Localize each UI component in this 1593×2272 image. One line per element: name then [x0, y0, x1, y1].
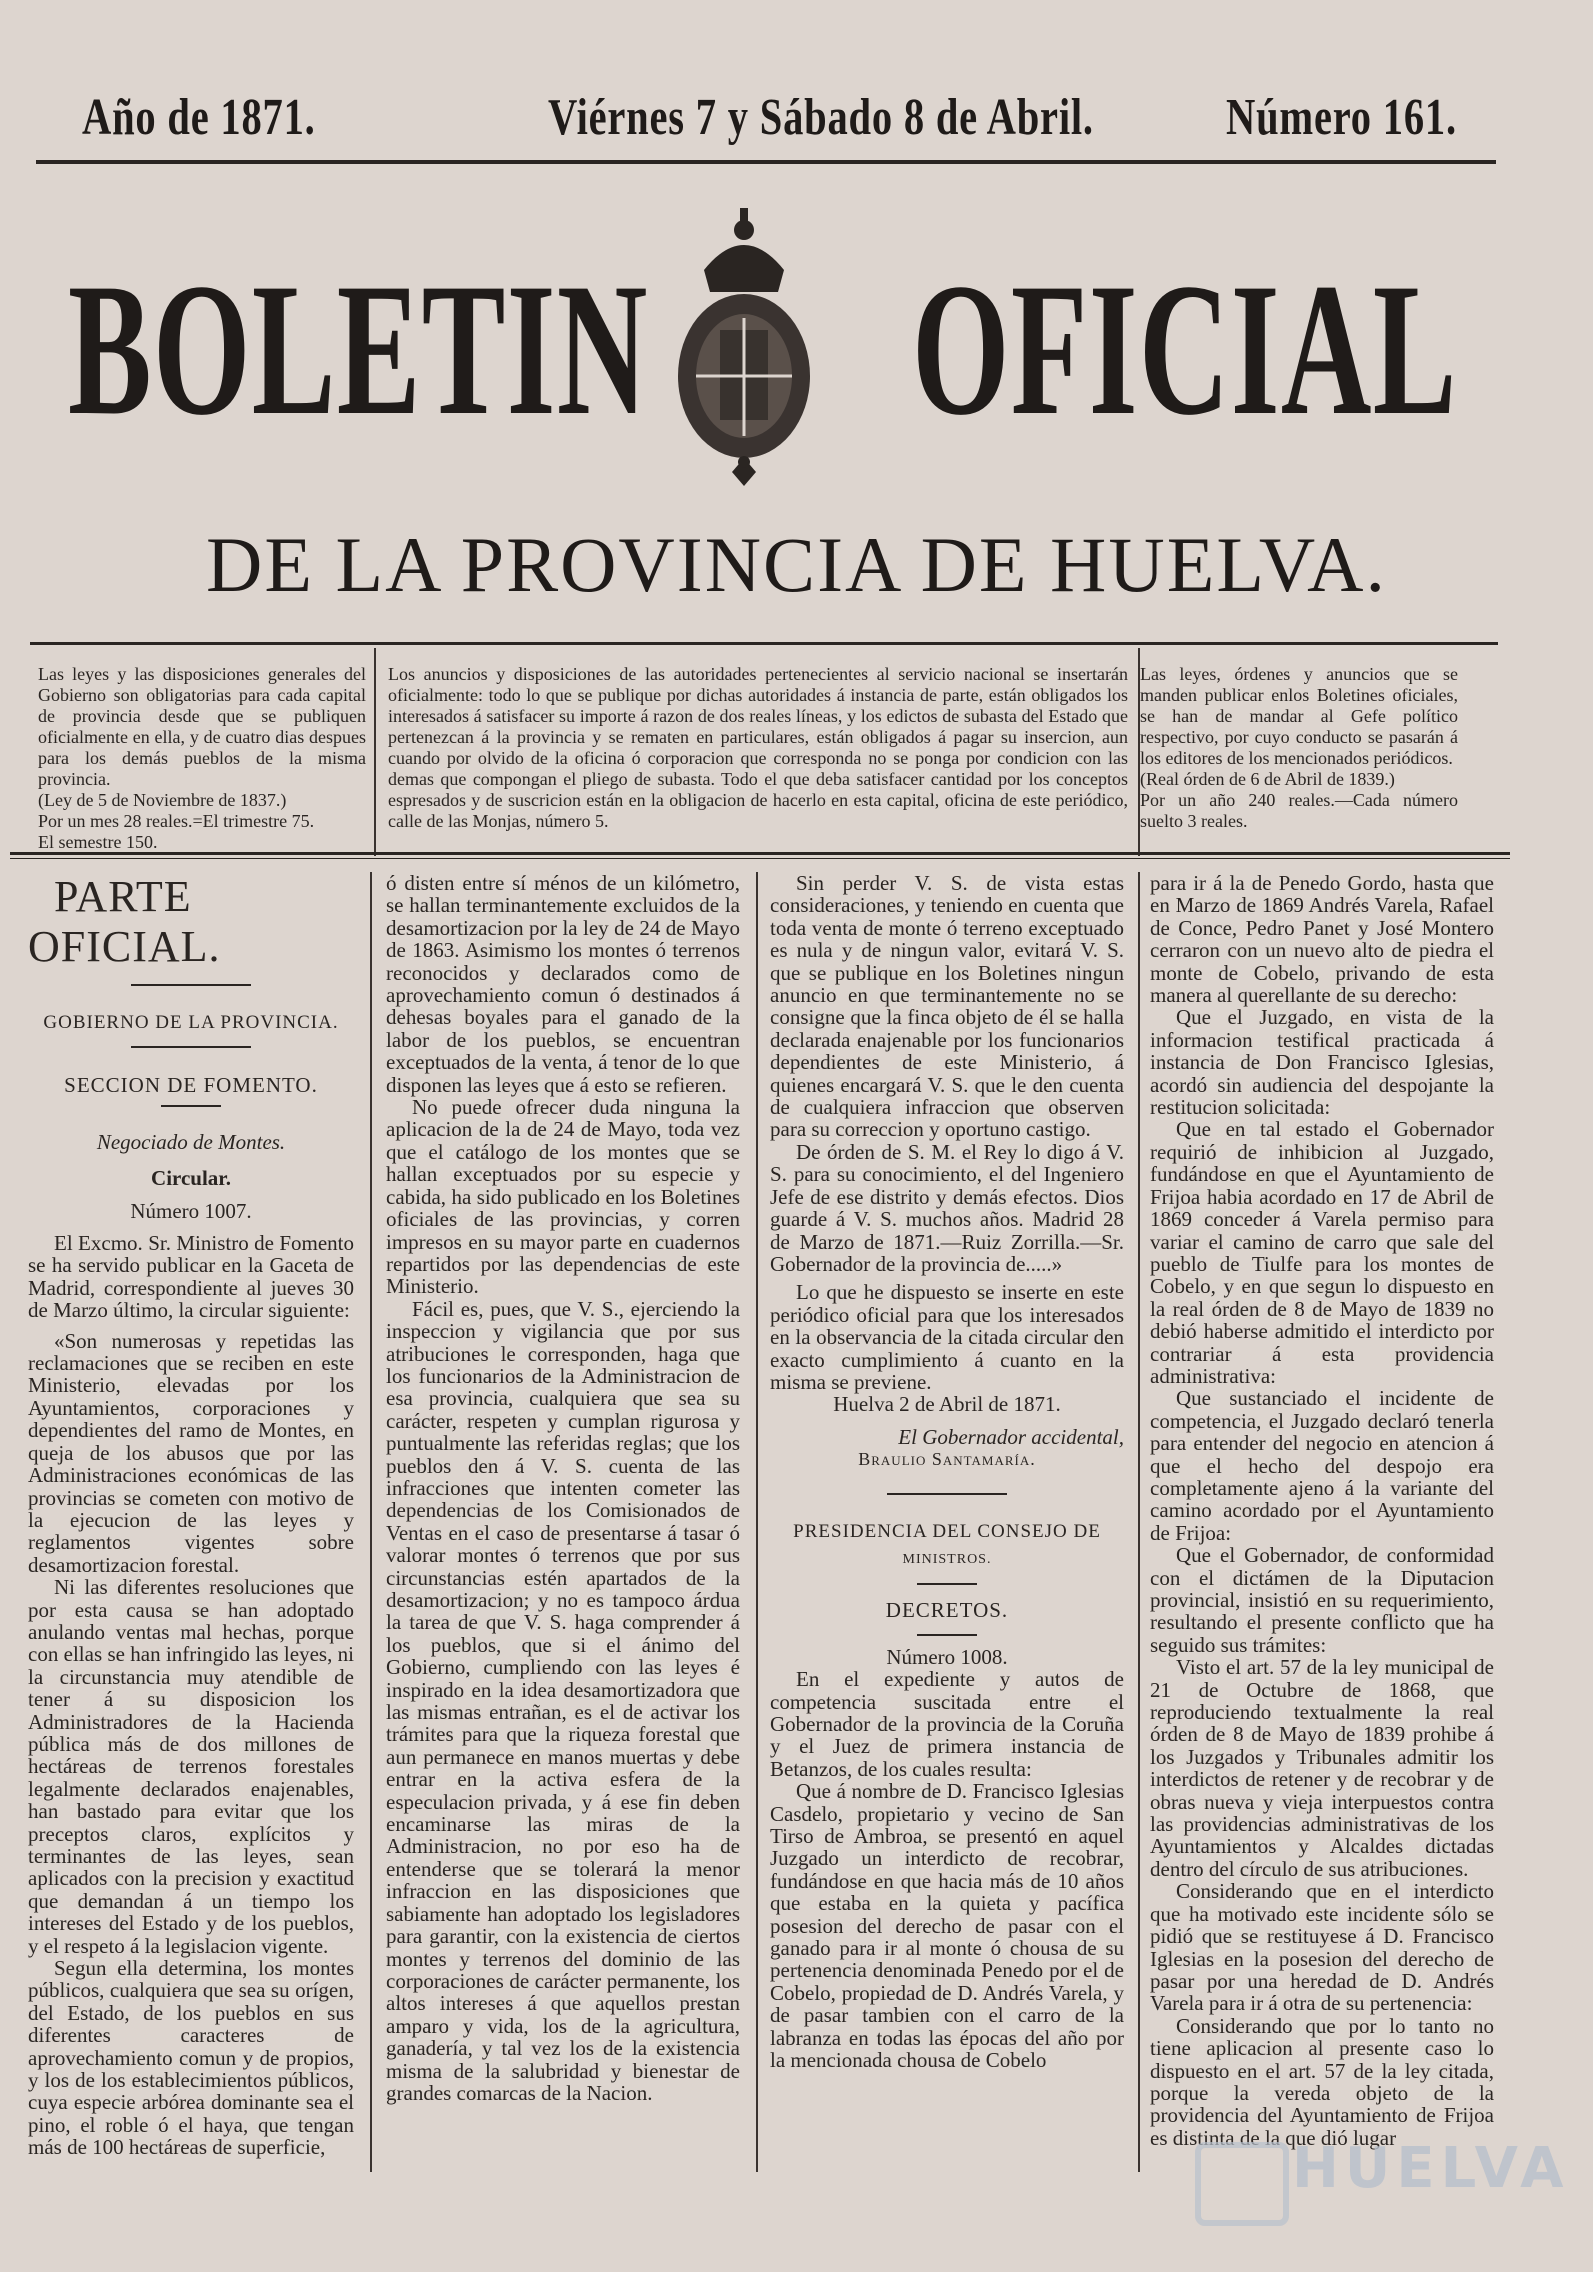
paragraph: ó disten entre sí ménos de un kilómetro, se hallan terminantemente excluidos de la desamortizacion por la ley de 24 de Mayo de 1863. Asimismo los montes ó terrenos reconocidos y declarados como de aprovechamiento comun ó destinados á dehesas boyales para el ganado de la labor de los pueblos, se encuentran exceptuados de la venta, á tenor de lo que disponen las leyes que á esto se refieren.	[386, 871, 740, 1097]
masthead-oficial: OFICIAL	[912, 245, 1458, 455]
circular-number: Número 1007.	[130, 1198, 252, 1223]
heading-ministros: MINISTROS.	[902, 1551, 992, 1567]
paragraph: para ir á la de Penedo Gordo, hasta que en Marzo de 1869 Andrés Varela, Rafael de Conce, Pedro Panet y José Montero cerraron con un nuevo alto de piedra el monte de Cobelo, privando de esta manera al querellante de su derecho:	[1150, 871, 1494, 1008]
masthead-boletin: BOLETIN	[68, 245, 649, 455]
signature-title: El Gobernador accidental,	[898, 1424, 1124, 1449]
paragraph: El Excmo. Sr. Ministro de Fomento se ha servido publicar en la Gaceta de Madrid, correspondiente al jueves 30 de Marzo último, la circular siguiente:	[28, 1231, 354, 1323]
header-rule	[36, 160, 1496, 164]
paragraph: «Son numerosas y repetidas las reclamaciones que se reciben en este Ministerio, elevadas por los Ayuntamientos, corporaciones y dependientes del ramo de Montes, en queja de los abusos que por las Administraciones económicas de las provincias se cometen con motivo de la ejecucion de las leyes y reglamentos vigentes sobre desamortizacion forestal.	[28, 1328, 354, 1577]
paragraph: Lo que he dispuesto se inserte en este periódico oficial para que los interesados en la observancia de la citada circular den exacto cumplimiento á cuanto en la misma se previene.	[770, 1280, 1124, 1394]
paragraph: Visto el art. 57 de la ley municipal de 21 de Octubre de 1868, que reproduciendo textualmente la real órden de 8 de Mayo de 1839 prohibe á los Juzgados y Tribunales admitir los interdictos de retener y de recobrar y de obras nueva y vieja interpuestos contra las providencias administrativas de los Ayuntamientos y Alcaldes dictadas dentro del círculo de sus atribuciones.	[1150, 1655, 1494, 1881]
masthead-subtitle: DE LA PROVINCIA DE HUELVA.	[206, 521, 1387, 608]
paragraph: Fácil es, pues, que V. S., ejerciendo la inspeccion y vigilancia que por sus atribuciones le corresponden, haga que los funcionarios de la Administracion de esa provincia, cualquiera que sea su carácter, respeten y cumplan rigurosa y puntualmente las referidas reglas; que los pueblos den á V. S. cuenta de las infracciones que intenten cometer las dependencias de los Comisionados de Ventas en el caso de presentarse á tasar ó valorar montes ó terrenos que por sus circunstancias estén apartados de la desamortizacion; y no es tampoco árdua la tarea de que V. S. haga comprender á los pueblos, que si el ánimo del Gobierno, cumpliendo con las leyes é inspirado en la idea desamortizadora que las mismas entrañan, es el de activar los trámites para que la riqueza forestal que aun permanece en manos muertas y debe entrar en la activa esfera de la especulacion privada, y á ese fin deben encaminarse las miras de la Administracion, no por eso ha de entenderse que se tolerará la menor infraccion en las disposiciones que sabiamente han adoptado los legisladores para garantir, con la existencia de ciertos montes y terrenos del dominio de las corporaciones de carácter permanente, los altos intereses á que aquellos prestan amparo y vida, los de la agricultura, ganadería, y tal vez los de la existencia misma de la salubridad y bienestar de grandes comarcas de la Nacion.	[386, 1296, 740, 2105]
paragraph: No puede ofrecer duda ninguna la aplicacion de la de 24 de Mayo, toda vez que el catálogo de los montes que se hallan exceptuados por su especie y cabida, ha sido publicado en los Boletines oficiales de las provincias, y corren impresos en su mayor parte en cuadernos repartidos por las dependencias de este Ministerio.	[386, 1095, 740, 1299]
paragraph: Que en tal estado el Gobernador requirió de inhibicion al Juzgado, fundándose en que el Ayuntamiento de Frijoa habia acordado en 17 de Abril de 1869 conceder á Varela permiso para variar el camino de carro que sale del pueblo de Tiulfe para los montes de Cobelo, y en que segun lo dispuesto en la real órden de 8 de Mayo de 1839 no debió haberse admitido el interdicto por contrariar á esta providencia administrativa:	[1150, 1117, 1494, 1388]
archive-watermark: HUELVA	[1292, 2136, 1570, 2201]
paragraph: Considerando que en el interdicto que ha motivado este incidente sólo se pidió que se restituyese á D. Francisco Iglesias en la posesion del derecho de pasar por una heredad de D. Andrés Varela para ir á otra de su pertenencia:	[1150, 1879, 1494, 2016]
paragraph: De órden de S. M. el Rey lo digo á V. S. para su conocimiento, el del Ingeniero Jefe de ese distrito y demás efectos. Dios guarde á V. S. muchos años. Madrid 28 de Marzo de 1871.—Ruiz Zorrilla.—Sr. Gobernador de la provincia de.....»	[770, 1139, 1124, 1276]
paragraph: Sin perder V. S. de vista estas consideraciones, y teniendo en cuenta que toda venta de monte ó terreno exceptuado es nula y de ningun valor, evitará V. S. que se publique en los Boletines ningun anuncio en que terminantemente no se consigne que la finca objeto de él se halla declarada enajenable por los funcionarios dependientes de este Ministerio, á quienes encargará V. S. que le den cuenta de cualquiera infraccion que observen para su correccion y oportuno castigo.	[770, 871, 1124, 1142]
issue-year: Año de 1871.	[82, 89, 316, 146]
heading-negociado: Negociado de Montes.	[96, 1129, 286, 1154]
heading-presidencia: PRESIDENCIA DEL CONSEJO DE	[793, 1520, 1101, 1542]
notice-left: Las leyes y las disposiciones generales del Gobierno son obligatorias para cada capital de provincia desde que se publiquen oficialmente en ella, y de cuatro dias despues para los demás pueblos de la misma provincia. (Ley de 5 de Noviembre de 1837.) Por un mes 28 reales.=El trimestre 75. El semestre 150.	[38, 664, 366, 852]
heading-gobierno: GOBIERNO DE LA PROVINCIA.	[43, 1012, 339, 1033]
paragraph: Que sustanciado el incidente de competencia, el Juzgado declaró tenerla para entender del negocio en atencion á que el hecho del despojo era completamente ajeno á la variante del camino acordado por el Ayuntamiento de Frijoa:	[1150, 1386, 1494, 1545]
heading-decretos: DECRETOS.	[885, 1598, 1009, 1623]
column-1	[28, 872, 354, 2159]
royal-crest-icon	[662, 200, 826, 490]
paragraph: Que á nombre de D. Francisco Iglesias Casdelo, propietario y vecino de San Tirso de Ambroa, se presentó en aquel Juzgado un interdicto de recobrar, fundándose en que hacia más de 10 años que estaba en la quieta y pacífica posesion del derecho de pasar con el ganado para ir al monte ó chousa de su pertenencia denominada Penedo por el de Cobelo, propiedad de D. Andrés Varela, y de pasar tambien con el carro de la labranza en todas las épocas del año por la mencionada chousa de Cobelo	[770, 1779, 1124, 2073]
issue-date: Viérnes 7 y Sábado 8 de Abril.	[548, 89, 1094, 146]
issue-number: Número 161.	[1226, 89, 1457, 146]
decree-number: Número 1008.	[886, 1644, 1008, 1669]
notice-center: Los anuncios y disposiciones de las autoridades pertenecientes al servicio nacional se insertarán oficialmente: todo lo que se publique por dichas autoridades á instancia de parte, están obligados los interesados á satisfacer su importe á razon de dos reales líneas, y los edictos de subasta del Estado que pertenezcan á la provincia y se rematen en particulares, están obligados á pagar su insercion, aun cuando por olvido de la oficina ó corporacion que corresponda no se ponga por condicion con las demas que compongan el pliego de subasta. Todo el que deba satisfacer cantidad por los conceptos espresados y de suscricion están en la obligacion de hacerlo en esta capital, oficina de este periódico, calle de las Monjas, número 5.	[388, 664, 1128, 831]
paragraph: En el expediente y autos de competencia suscitada entre el Gobernador de la provincia de la Coruña y el Juez de primera instancia de Betanzos, de los cuales resulta:	[770, 1667, 1124, 1781]
column-4	[1150, 872, 1494, 2149]
column-3	[770, 872, 1124, 2072]
notice-right: Las leyes, órdenes y anuncios que se manden publicar enlos Boletines oficiales, se han de mandar al Gefe político respectivo, por cuyo conducto se pasarán á los editores de los mencionados periódicos. (Real órden de 6 de Abril de 1839.) Por un año 240 reales.—Cada número suelto 3 reales.	[1140, 664, 1458, 831]
notices-rule	[10, 852, 1510, 855]
paragraph: Que el Juzgado, en vista de la informacion testifical practicada á instancia de Don Francisco Iglesias, acordó sin audiencia del despojante la restitucion solicitada:	[1150, 1005, 1494, 1120]
paragraph: Ni las diferentes resoluciones que por esta causa se han adoptado anulando ventas mal hechas, porque con ellas se han infringido las leyes, ni la circunstancia muy atendible de tener á su disposicion los Administradores de la Hacienda pública más de dos millones de hectáreas de terrenos forestales legalmente declarados enajenables, han bastado para evitar que los preceptos claros, explícitos y terminantes de las leyes, sean aplicados con la precision y exactitud que demandan á un tiempo los intereses del Estado y de los pueblos, y el respeto á la legislacion vigente.	[28, 1575, 354, 1958]
paragraph: Segun ella determina, los montes públicos, cualquiera que sea su orígen, del Estado, de los pueblos en sus diferentes caracteres de aprovechamiento comun y de propios, y los de los establecimientos públicos, cuya especie arbórea dominante sea el pino, el roble ó el haya, que tengan más de 100 hectáreas de superficie,	[28, 1956, 354, 2160]
heading-circular: Circular.	[151, 1166, 231, 1191]
heading-seccion: SECCION DE FOMENTO.	[64, 1073, 318, 1098]
paragraph: Considerando que por lo tanto no tiene aplicacion al presente caso lo dispuesto en el art. 57 de la ley citada, porque la vereda objeto de la providencia del Ayuntamiento de Frijoa es distinta de la que dió lugar	[1150, 2013, 1494, 2150]
section-title-parte-oficial: PARTE OFICIAL.	[28, 872, 221, 971]
subtitle-rule	[30, 642, 1498, 645]
column-2	[386, 872, 740, 2104]
paragraph: Que el Gobernador, de conformidad con el dictámen de la Diputacion provincial, insistió en su requerimiento, resultando el presente conflicto que ha seguido sus trámites:	[1150, 1543, 1494, 1657]
place-date: Huelva 2 de Abril de 1871.	[833, 1392, 1061, 1417]
archive-logo-icon	[1195, 2142, 1289, 2226]
signature-name: Braulio Santamaría.	[858, 1449, 1036, 1470]
